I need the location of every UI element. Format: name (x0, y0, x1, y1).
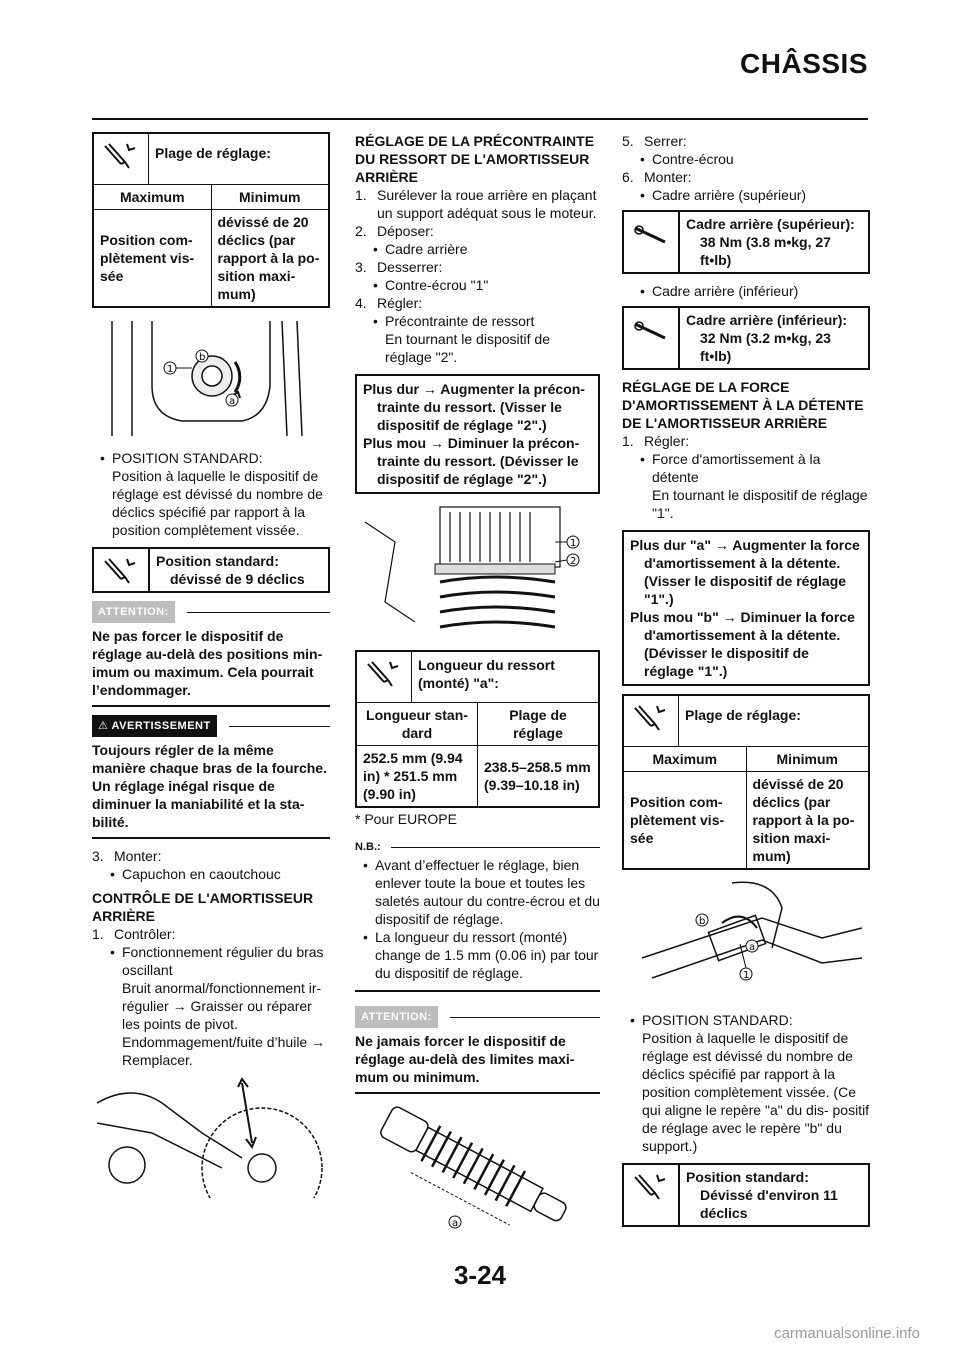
warning-badge: ⚠ AVERTISSEMENT (92, 715, 217, 737)
standard-text: Position à laquelle le dispositif de réglage est dévissé du nombre de déclics spécifié par rapport à la position complètement vissée. (112, 468, 323, 538)
label-b: b (199, 352, 206, 363)
warning-icon: ⚠ (98, 720, 112, 732)
label-1: 1 (167, 364, 174, 375)
label-a: a (749, 942, 756, 953)
check-line-1: Bruit anormal/fonctionnement ir- régulier → Graisser ou réparer les points de pivot. (122, 980, 322, 1032)
step-3-item: Capuchon en caoutchouc (122, 866, 281, 882)
attention-notice (355, 1006, 600, 1094)
range-table-title: Plage de réglage: (155, 145, 271, 161)
step-6: Monter: (644, 169, 692, 185)
wrench-icon (357, 652, 412, 702)
col-min-header: Minimum (211, 185, 329, 209)
step-2-item: Cadre arrière (385, 241, 468, 257)
torque-upper-label: Cadre arrière (supérieur): (686, 216, 855, 232)
min-value: dévissé de 20 déclics (par rapport à la po- sition maxi- mum) (746, 772, 869, 868)
rebound-line-2: Plus mou "b" → Diminuer la force d'amortissement à la détente. (Dévisser le dispositif de réglage "1".) (630, 609, 855, 679)
nb-item-1: Avant d’effectuer le réglage, bien enlever toute la boue et toutes les saletés autour du contre-écrou et du dispositif de réglage. (375, 857, 600, 927)
warning-notice (92, 715, 330, 839)
torque-lower-label: Cadre arrière (inférieur): (686, 312, 848, 328)
step-4: Régler: (377, 295, 423, 311)
torque-lower-value: 32 Nm (3.2 m•kg, 23 ft•lb) (700, 330, 831, 364)
preload-line-2: Plus mou → Diminuer la précon- trainte du ressort. (Dévisser le dispositif de réglage "2".) (363, 435, 580, 487)
spring-length-table (355, 650, 600, 808)
nb-label: N.B.: (355, 841, 381, 853)
torque-upper-spec (622, 210, 870, 274)
step-4-sub: En tournant le dispositif de réglage "2". (385, 331, 550, 365)
standard-spec-value: Dévissé d'environ 11 déclics (700, 1187, 838, 1221)
preload-box (355, 374, 600, 494)
step-5: Serrer: (644, 133, 687, 149)
step-1: Régler: (644, 433, 690, 449)
footnote: * Pour EUROPE (355, 811, 457, 827)
step-6-item: Cadre arrière (supérieur) (652, 187, 807, 203)
step-1: Surélever la roue arrière en plaçant un support adéquat sous le moteur. (377, 187, 597, 221)
col-min-header: Minimum (746, 747, 869, 771)
step-3-item: Contre-écrou "1" (385, 277, 489, 293)
section-heading: RÉGLAGE DE LA PRÉCONTRAINTE DU RESSORT DE L'AMORTISSEUR ARRIÈRE (355, 133, 595, 185)
spring-figure (355, 502, 600, 642)
torque-wrench-icon (624, 212, 680, 272)
range-value: 238.5–258.5 mm (9.39–10.18 in) (477, 746, 598, 806)
standard-bullet: POSITION STANDARD: (642, 1012, 793, 1028)
standard-spec (92, 547, 330, 593)
step-1-sub: En tournant le dispositif de réglage "1". (652, 487, 868, 521)
max-value: Position com- plètement vis- sée (100, 232, 195, 284)
column-1: Plage de réglage: Maximum Minimum Position com- plètement vis- sée dévissé de 20 déclics (par rapport à la po- sition maxi- mum) b 1 a • POSITION STANDARD: Position à laquelle le dispositif de réglage est dévissé du nombre de déclics spécifié par rapport à la position complètement vissée. Position standard: dévissé de 9 déclics ATTENTION: Ne pas forcer le dispositif de réglage au-delà des positions min- imum ou maximum. Cela pourrait l’endommager. ⚠ AVERTISSEMENT Toujours régler de la même manière chaque bras de la fourche. Un réglage inégal risque de diminuer la maniabilité et la sta- bilité. 3. Monter: • Capuchon en caoutchouc CONTRÔLE DE L'AMORTISSEUR ARRIÈRE 1. Contrôler: • Fonctionnement régulier du bras oscillant Bruit anormal/fonctionnement ir- régulier → Graisser ou réparer les points de pivot. Endommagement/fuite d’huile → Remplacer. (92, 132, 330, 1206)
label-1: 1 (570, 538, 577, 549)
torque-wrench-icon (624, 308, 680, 368)
torque-upper-value: 38 Nm (3.8 m•kg, 27 ft•lb) (700, 234, 831, 268)
standard-text: Position à laquelle le dispositif de réglage est dévissé du nombre de déclics spécifié par rapport à la position complètement vissée. (Ce qui aligne le repère "a" du dis- positif de réglage avec le repère "b" du support.) (642, 1030, 870, 1154)
std-length-value: 252.5 mm (9.94 in) * 251.5 mm (9.90 in) (363, 750, 463, 802)
nb-item-2: La longueur du ressort (monté) change de 1.5 mm (0.06 in) par tour du dispositif de réglage. (375, 929, 599, 981)
torque-lower-spec (622, 306, 870, 370)
col-max-header: Maximum (119, 189, 185, 205)
range-header: Plage de réglage (477, 703, 598, 745)
step-1-item: Fonctionnement régulier du bras oscillant (122, 944, 324, 978)
range-table (92, 132, 330, 308)
rebound-line-1: Plus dur "a" → Augmenter la force d'amortissement à la détente. (Visser le dispositif de réglage "1".) (630, 537, 860, 607)
column-2: RÉGLAGE DE LA PRÉCONTRAINTE DU RESSORT DE L'AMORTISSEUR ARRIÈRE 1. Surélever la roue arrière en plaçant un support adéquat sous le moteur. 2. Déposer: • Cadre arrière 3. Desserrer: • Contre-écrou "1" 4. Régler: • Précontrainte de ressort En tournant le dispositif de réglage "2". Plus dur → Augmenter la précon- trainte du ressort. (Visser le dispositif de réglage "2".) Plus mou → Diminuer la précon- trainte du ressort. (Dévisser le dispositif de réglage "2".) 1 2 Longueur du ressort (monté) "a": Longueur stan- dard Plage de réglage 252.5 mm (9.94 in) * 251.5 mm (9.90 in) 238.5–258.5 mm (9.39–10.18 in) * Pour EUROPE N.B.: • Avant d’effectuer le réglage, bien enlever toute la boue et toutes les saletés autour du contre-écrou et du dispositif de réglage. • La longueur du ressort (monté) change de 1.5 mm (0.06 in) par tour du dispositif de réglage. ATTENTION: Ne jamais forcer le dispositif de réglage au-delà des limites maxi- mum ou minimum. a (355, 132, 600, 1245)
step-1: Contrôler: (114, 926, 176, 942)
label-a: a (229, 396, 236, 407)
std-length-header: Longueur stan- dard (366, 707, 468, 741)
step-2: Déposer: (377, 223, 434, 239)
range-table (622, 694, 870, 870)
shock-absorber-figure (355, 1102, 600, 1237)
standard-spec-value: dévissé de 9 déclics (170, 571, 305, 587)
step-5-item: Contre-écrou (652, 151, 734, 167)
label-b: b (699, 916, 706, 927)
standard-spec-label: Position standard: (156, 553, 279, 569)
wrench-icon (94, 134, 149, 184)
label-a: a (452, 1218, 459, 1229)
range-table-title: Plage de réglage: (685, 707, 801, 723)
col-max-header: Maximum (652, 751, 718, 767)
step-4-item: Précontrainte de ressort (385, 313, 535, 329)
step-3: Monter: (114, 848, 162, 864)
section-heading: RÉGLAGE DE LA FORCE D'AMORTISSEMENT À LA DÉTENTE DE L'AMORTISSEUR ARRIÈRE (622, 379, 864, 431)
max-value: Position com- plètement vis- sée (630, 794, 725, 846)
wrench-icon (624, 1165, 680, 1225)
step-1-item: Force d'amortissement à la détente (652, 451, 821, 485)
attention-badge: ATTENTION: (92, 601, 175, 623)
label-1: 1 (743, 970, 750, 981)
attention-text: Ne jamais forcer le dispositif de réglage au-delà des limites maxi- mum ou minimum. (355, 1032, 600, 1094)
label-2: 2 (570, 556, 577, 567)
column-3: 5. Serrer: • Contre-écrou 6. Monter: • Cadre arrière (supérieur) Cadre arrière (supérieur): 38 Nm (3.8 m•kg, 27 ft•lb) • Cadre arrière (inférieur) Cadre arrière (inférieur): 32 Nm (3.2 m•kg, 23 ft•lb) RÉGLAGE DE LA FORCE D'AMORTISSEMENT À LA DÉTENTE DE L'AMORTISSEUR ARRIÈRE 1. Régler: • Force d'amortissement à la détente En tournant le dispositif de réglage "1". Plus dur "a" → Augmenter la force d'amortissement à la détente. (Visser le dispositif de réglage "1".) Plus mou "b" → Diminuer la force d'amortissement à la détente. (Dévisser le dispositif de réglage "1".) Plage de réglage: Maximum Minimum Position com- plètement vis- sée dévissé de 20 déclics (par rapport à la po- sition maxi- mum) b a 1 • POSITION STANDARD: Position à laquelle le dispositif de réglage est dévissé du nombre de déclics spécifié par rapport à la position complètement vissée. (Ce qui aligne le repère "a" du dis- positif de réglage avec le repère "b" du support.) Position standard: Dévissé d'environ 11 déclics (622, 132, 870, 1235)
attention-text: Ne pas forcer le dispositif de réglage au-delà des positions min- imum ou maximum. Cela pourrait l’endommager. (92, 627, 330, 707)
spring-table-title: Longueur du ressort (monté) "a": (418, 657, 555, 691)
standard-bullet: POSITION STANDARD: (112, 450, 263, 466)
standard-spec (622, 1163, 870, 1227)
min-value: dévissé de 20 déclics (par rapport à la po- sition maxi- mum) (211, 210, 329, 306)
lower-frame-item: Cadre arrière (inférieur) (652, 283, 799, 299)
fork-adjuster-figure (92, 316, 330, 441)
section-heading: CONTRÔLE DE L'AMORTISSEUR ARRIÈRE (92, 890, 314, 924)
rebound-adjuster-figure (622, 878, 870, 1003)
header-rule (92, 118, 868, 120)
page-title: CHÂSSIS (740, 48, 868, 79)
preload-line-1: Plus dur → Augmenter la précon- trainte du ressort. (Visser le dispositif de réglage "2".) (363, 381, 585, 433)
swingarm-figure (92, 1073, 330, 1198)
rebound-box (622, 530, 870, 686)
standard-spec-label: Position standard: (686, 1169, 809, 1185)
attention-notice (92, 601, 330, 707)
watermark: carmanualsonline.info (774, 1325, 920, 1342)
wrench-icon (94, 549, 150, 591)
check-line-2: Endommagement/fuite d’huile → Remplacer. (122, 1034, 326, 1068)
warning-text: Toujours régler de la même manière chaque bras de la fourche. Un réglage inégal risque de diminuer la maniabilité et la sta- bilité. (92, 741, 330, 839)
nb-notice: N.B.: • Avant d’effectuer le réglage, bien enlever toute la boue et toutes les saletés autour du contre-écrou et du dispositif de réglage. • La longueur du ressort (monté) change de 1.5 mm (0.06 in) par tour du dispositif de réglage. (355, 838, 600, 992)
attention-badge: ATTENTION: (355, 1006, 438, 1028)
page-number: 3-24 (453, 1260, 507, 1290)
wrench-icon (624, 696, 679, 746)
step-3: Desserrer: (377, 259, 443, 275)
